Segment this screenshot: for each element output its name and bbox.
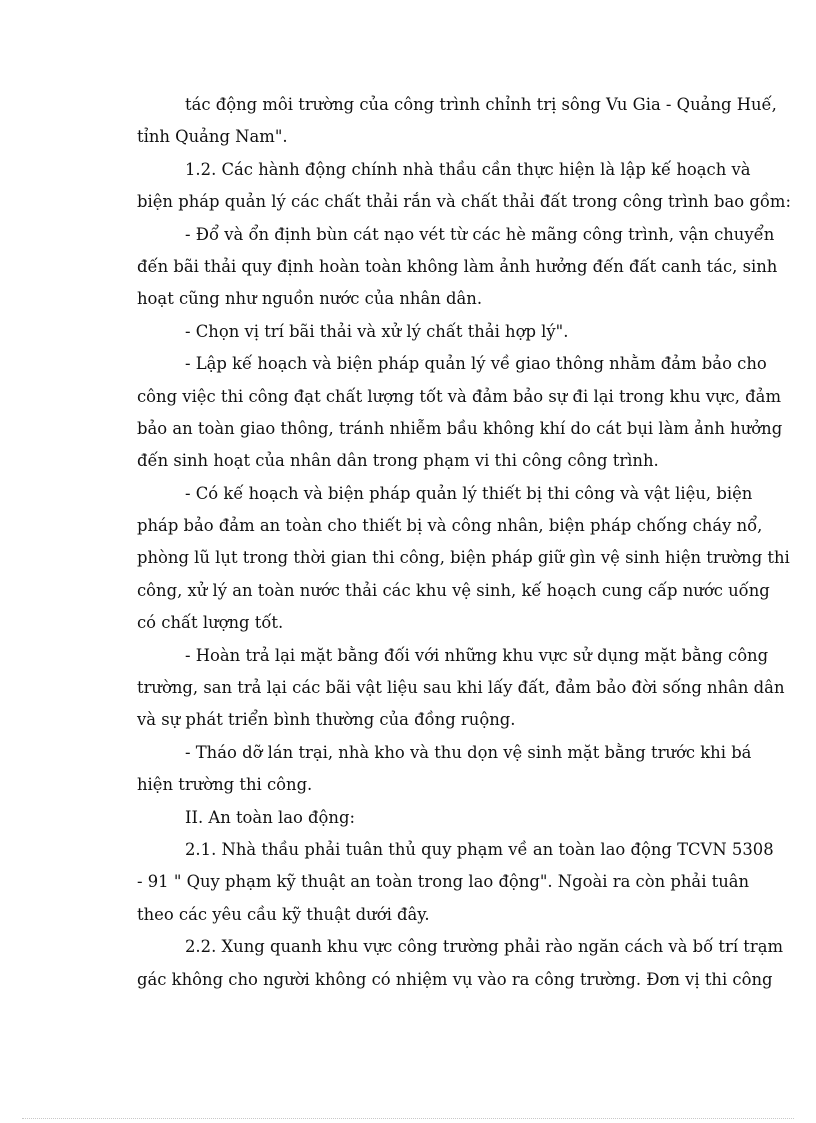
- document-body: [137, 89, 791, 996]
- text-line: - Có kế hoạch và biện pháp quản lý thiết bị thi công và vật liệu, biện: [185, 483, 753, 503]
- text-line: bảo an toàn giao thông, tránh nhiễm bầu không khí do cát bụi làm ảnh hưởng: [137, 418, 783, 438]
- text-line: công việc thi công đạt chất lượng tốt và đảm bảo sự đi lại trong khu vực, đảm: [137, 386, 781, 406]
- section-heading: II. An toàn lao động:: [185, 807, 355, 827]
- text-line: - Lập kế hoạch và biện pháp quản lý về giao thông nhằm đảm bảo cho: [185, 354, 767, 374]
- text-line: hoạt cũng như nguồn nước của nhân dân.: [137, 289, 483, 309]
- text-line: và sự phát triển bình thường của đồng ruộng.: [137, 710, 516, 730]
- text-line: trường, san trả lại các bãi vật liệu sau khi lấy đất, đảm bảo đời sống nhân dân: [137, 678, 785, 698]
- text-line: 2.1. Nhà thầu phải tuân thủ quy phạm về an toàn lao động TCVN 5308: [185, 839, 774, 859]
- text-line: tác động môi trường của công trình chỉnh trị sông Vu Gia - Quảng Huế,: [185, 95, 777, 114]
- text-line: 1.2. Các hành động chính nhà thầu cần thực hiện là lập kế hoạch và: [185, 159, 751, 179]
- text-line: công, xử lý an toàn nước thải các khu vệ sinh, kế hoạch cung cấp nước uống: [137, 580, 770, 600]
- text-line: 2.2. Xung quanh khu vực công trường phải rào ngăn cách và bố trí trạm: [185, 937, 784, 957]
- text-line: - Đổ và ổn định bùn cát nạo vét từ các hè mãng công trình, vận chuyển: [185, 224, 775, 244]
- text-line: gác không cho người không có nhiệm vụ vào ra công trường. Đơn vị thi công: [137, 969, 773, 989]
- text-line: hiện trường thi công.: [137, 775, 313, 795]
- text-line: theo các yêu cầu kỹ thuật dưới đây.: [137, 904, 430, 924]
- text-line: tỉnh Quảng Nam".: [137, 127, 288, 147]
- text-line: - Hoàn trả lại mặt bằng đối với những khu vực sử dụng mặt bằng công: [185, 645, 769, 665]
- text-line: pháp bảo đảm an toàn cho thiết bị và công nhân, biện pháp chống cháy nổ,: [137, 516, 763, 536]
- text-line: đến bãi thải quy định hoàn toàn không làm ảnh hưởng đến đất canh tác, sinh: [137, 256, 778, 276]
- text-line: đến sinh hoạt của nhân dân trong phạm vi thi công công trình.: [137, 451, 659, 471]
- text-line: phòng lũ lụt trong thời gian thi công, biện pháp giữ gìn vệ sinh hiện trường thi: [137, 548, 790, 568]
- text-line: - Chọn vị trí bãi thải và xử lý chất thải hợp lý".: [185, 321, 569, 341]
- page-bottom-rule: [22, 1118, 794, 1119]
- text-line: - 91 " Quy phạm kỹ thuật an toàn trong lao động". Ngoài ra còn phải tuân: [137, 872, 750, 892]
- text-line: có chất lượng tốt.: [137, 613, 284, 633]
- text-line: - Tháo dỡ lán trại, nhà kho và thu dọn vệ sinh mặt bằng trước khi bá: [185, 742, 752, 762]
- text-line: biện pháp quản lý các chất thải rắn và chất thải đất trong công trình bao gồm:: [137, 192, 791, 212]
